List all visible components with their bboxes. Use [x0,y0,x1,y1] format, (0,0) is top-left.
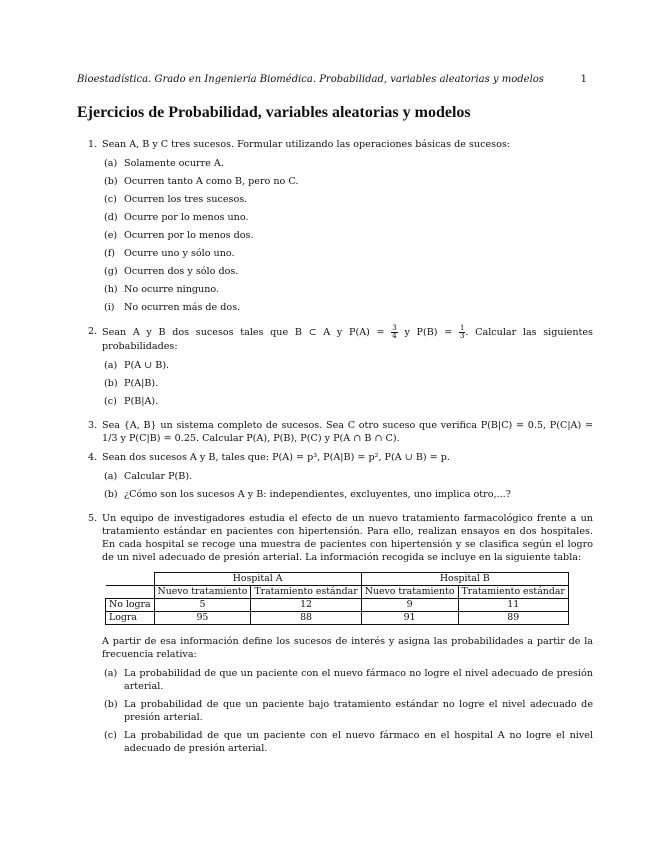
exercise-2 [88,325,593,413]
denominator: 3 [459,332,465,340]
list-item [104,395,593,408]
item-label: (a) [104,158,118,169]
item-text: No ocurren más de dos. [124,302,241,313]
table-cell: 89 [458,612,568,625]
statement-part: y P(B) = [404,327,453,338]
group-header: Hospital A [154,573,361,586]
list-item [104,667,593,693]
list-item [104,698,593,724]
sub-item-list [104,157,593,314]
item-label: (d) [104,212,118,223]
table-cell: 9 [361,599,458,612]
table-header-row [106,573,569,586]
list-item [104,265,593,278]
statement-part: . Calcular las siguientes probabilidades: [102,327,593,352]
list-item [104,359,593,372]
column-header: Nuevo tratamiento [361,586,458,599]
exercise-statement: Sean A, B y C tres sucesos. Formular utilizando las operaciones básicas de sucesos: [102,139,511,150]
statement-part: Sean A y B dos sucesos tales que B ⊂ A y P(A) = [102,327,385,338]
list-item [104,247,593,260]
item-text: P(B|A). [124,396,159,407]
exercise-4 [88,451,593,506]
group-header: Hospital B [361,573,568,586]
item-text: No ocurre ninguno. [124,284,220,295]
sub-item-list [104,470,593,501]
item-label: (c) [104,194,117,205]
item-label: (b) [104,378,118,389]
sub-item-list [104,667,593,755]
list-item [104,377,593,390]
running-header [77,74,587,85]
item-text: P(A|B). [124,378,159,389]
exercise-number: 2. [88,326,98,337]
table-cell: 12 [251,599,361,612]
exercise-3 [88,419,593,445]
item-text: Calcular P(B). [124,471,193,482]
running-title: Bioestadística. Grado en Ingeniería Biomédica. Probabilidad, variables aleatorias y modelos [77,74,544,85]
item-label: (a) [104,360,118,371]
paragraph: A partir de esa información define los sucesos de interés y asigna las probabilidades a partir de la frecuencia relativa: [102,636,593,660]
list-item [104,301,593,314]
item-text: Ocurren por lo menos dos. [124,230,254,241]
item-text: La probabilidad de que un paciente con el nuevo fármaco no logre el nivel adecuado de presión arterial. [124,668,593,692]
item-label: (i) [104,302,115,313]
exercise-statement [102,325,593,353]
fraction [391,325,397,340]
item-label: (a) [104,471,118,482]
table-cell: 88 [251,612,361,625]
item-text: Ocurren dos y sólo dos. [124,266,239,277]
item-text: La probabilidad de que un paciente bajo tratamiento estándar no logre el nivel adecuado de presión arterial. [124,699,593,723]
list-item [104,175,593,188]
numerator: 1 [459,324,465,332]
table-corner [106,573,155,586]
exercise-statement: Sea {A, B} un sistema completo de sucesos. Sea C otro suceso que verifica P(B|C) = 0.5, P(C|A) = 1/3 y P(C|B) = 0.25. Calcular P(A), P(B), P(C) y P(A ∩ B ∩ C). [102,420,593,444]
item-label: (c) [104,730,117,741]
item-text: Ocurre uno y sólo uno. [124,248,235,259]
exercise-statement: Un equipo de investigadores estudia el efecto de un nuevo tratamiento farmacológico frente a un tratamiento estándar en pacientes con hipertensión. Para ello, realizan ensayos en dos hospitales. En cada hospital se recoge una muestra de pacientes con hipertensión y se clasifica según el logro de un nivel adecuado de presión arterial. La información recogida se incluye en la siguiente tabla: [102,513,593,563]
table-row [106,612,569,625]
column-header: Tratamiento estándar [251,586,361,599]
exercise-number: 3. [88,420,98,431]
column-header: Tratamiento estándar [458,586,568,599]
exercise-statement: Sean dos sucesos A y B, tales que: P(A) = p³, P(A|B) = p², P(A ∪ B) = p. [102,452,450,463]
item-text: Solamente ocurre A. [124,158,224,169]
table-corner [106,586,155,599]
table-cell: 5 [154,599,251,612]
item-label: (b) [104,489,118,500]
page-title: Ejercicios de Probabilidad, variables aleatorias y modelos [77,104,471,121]
table-cell: 11 [458,599,568,612]
denominator: 4 [392,332,397,340]
column-header: Nuevo tratamiento [154,586,251,599]
item-label: (a) [104,668,118,679]
row-label: No logra [106,599,155,612]
list-item [104,729,593,755]
item-text: Ocurren los tres sucesos. [124,194,248,205]
item-label: (h) [104,284,118,295]
item-label: (b) [104,699,118,710]
item-text: Ocurren tanto A como B, pero no C. [124,176,299,187]
item-label: (f) [104,248,116,259]
item-text: P(A ∪ B). [124,360,170,371]
item-label: (g) [104,266,118,277]
exercise-number: 4. [88,452,98,463]
item-text: Ocurre por lo menos uno. [124,212,249,223]
exercise-5 [88,512,593,760]
list-item [104,488,593,501]
list-item [104,229,593,242]
table-cell: 91 [361,612,458,625]
list-item [104,470,593,483]
row-label: Logra [106,612,155,625]
exercise-1 [88,138,593,319]
item-label: (c) [104,396,117,407]
data-table [105,572,569,625]
item-label: (b) [104,176,118,187]
item-text: La probabilidad de que un paciente con el nuevo fármaco en el hospital A no logre el nivel adecuado de presión arterial. [124,730,593,754]
list-item [104,157,593,170]
table-row [106,599,569,612]
page-number: 1 [580,74,587,85]
sub-item-list [104,359,593,408]
item-label: (e) [104,230,118,241]
list-item [104,211,593,224]
list-item [104,193,593,206]
exercise-list [88,138,593,766]
item-text: ¿Cómo son los sucesos A y B: independientes, excluyentes, uno implica otro,...? [124,489,511,500]
table-header-row [106,586,569,599]
exercise-number: 5. [88,513,98,524]
table-cell: 95 [154,612,251,625]
list-item [104,283,593,296]
exercise-number: 1. [88,139,98,150]
numerator: 3 [392,324,397,332]
